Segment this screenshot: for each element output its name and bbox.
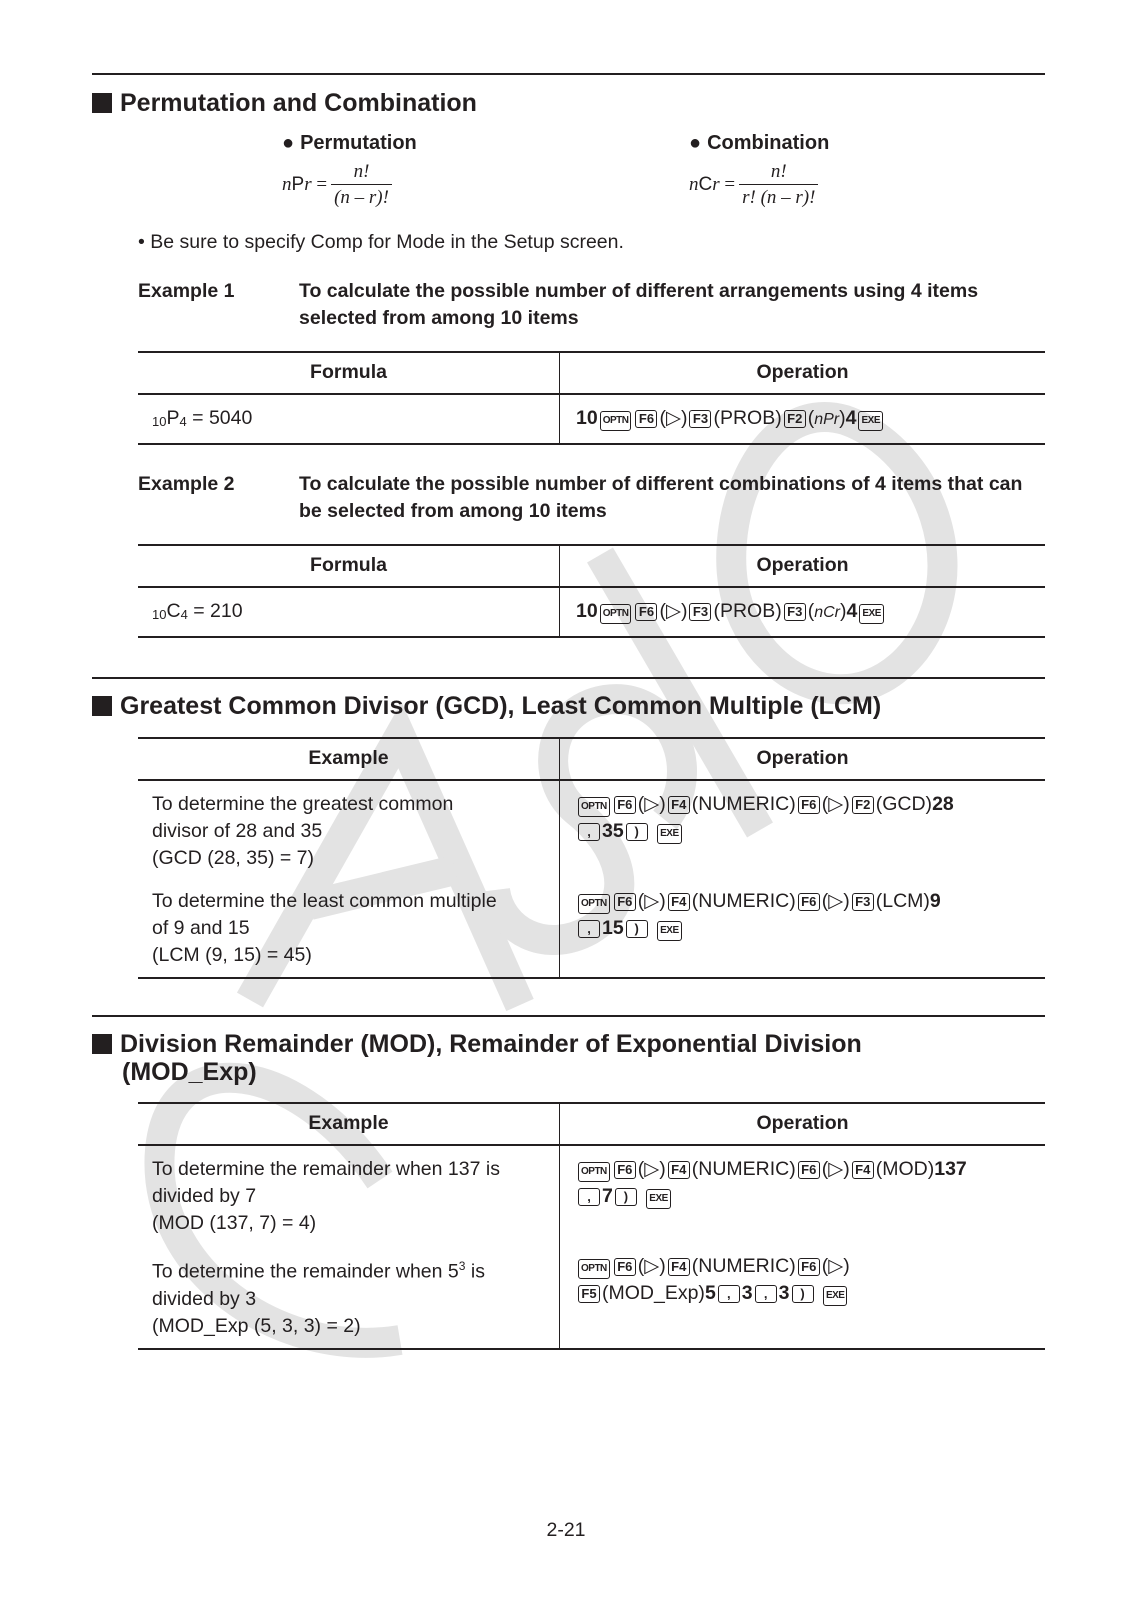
column-header: Formula [138, 352, 560, 394]
right-paren-key-icon: ) [615, 1188, 637, 1206]
f4-key-icon: F4 [668, 893, 690, 911]
gcd-lcm-table [138, 737, 1045, 979]
formula-cell: 10C4 = 210 [138, 587, 560, 637]
section-title: Greatest Common Divisor (GCD), Least Common Multiple (LCM) [92, 692, 1045, 720]
optn-key-icon: OPTN [600, 604, 632, 624]
table-row [138, 1245, 1045, 1349]
comma-key-icon: , [578, 1188, 600, 1206]
column-header: Example [138, 1103, 560, 1145]
exe-key-icon: EXE [858, 411, 883, 431]
page-number: 2-21 [546, 1519, 586, 1541]
column-header: Operation [560, 738, 1046, 780]
comma-key-icon: , [755, 1285, 777, 1303]
f3-key-icon: F3 [852, 893, 874, 911]
mod-table [138, 1102, 1045, 1350]
column-header: Example [138, 738, 560, 780]
square-bullet-icon [92, 696, 112, 716]
combination-label: Combination [707, 132, 830, 154]
comma-key-icon: , [578, 823, 600, 841]
f3-key-icon: F3 [689, 603, 711, 621]
operation-cell: 10 OPTN F6 (▷) F3 (PROB) F2 (nPr)4 EXE [560, 394, 1046, 444]
f4-key-icon: F4 [668, 1258, 690, 1276]
column-header: Operation [560, 545, 1046, 587]
operation-cell: OPTN F6 (▷) F4 (NUMERIC) F6 (▷) F3 (LCM)9 , 15 ) EXE [560, 880, 1046, 978]
example-cell: To determine the least common multiple of 9 and 15 (LCM (9, 15) = 45) [138, 880, 560, 978]
f6-key-icon: F6 [614, 1258, 636, 1276]
f6-key-icon: F6 [614, 893, 636, 911]
f6-key-icon: F6 [614, 1161, 636, 1179]
column-header: Operation [560, 1103, 1046, 1145]
square-bullet-icon [92, 93, 112, 113]
operation-cell: 10 OPTN F6 (▷) F3 (PROB) F3 (nCr)4 EXE [560, 587, 1046, 637]
f4-key-icon: F4 [668, 1161, 690, 1179]
f6-key-icon: F6 [614, 796, 636, 814]
f6-key-icon: F6 [635, 410, 657, 428]
section-divider [92, 677, 1045, 679]
exe-key-icon: EXE [859, 604, 884, 624]
table-row [138, 1145, 1045, 1245]
example-label: Example 2 [138, 473, 235, 495]
right-paren-key-icon: ) [626, 823, 648, 841]
comma-key-icon: , [718, 1285, 740, 1303]
operation-cell: OPTN F6 (▷) F4 (NUMERIC) F6 (▷) F4 (MOD)137 , 7 ) EXE [560, 1145, 1046, 1245]
f6-key-icon: F6 [798, 1161, 820, 1179]
table-row [138, 880, 1045, 978]
comma-key-icon: , [578, 920, 600, 938]
example-cell: To determine the remainder when 137 is divided by 7 (MOD (137, 7) = 4) [138, 1145, 560, 1245]
optn-key-icon: OPTN [578, 1162, 610, 1182]
column-header: Formula [138, 545, 560, 587]
section-title: Permutation and Combination [92, 89, 1045, 117]
section-title: Division Remainder (MOD), Remainder of Exponential Division (MOD_Exp) [92, 1030, 1045, 1086]
optn-key-icon: OPTN [578, 894, 610, 914]
example-cell: To determine the greatest common divisor of 28 and 35 (GCD (28, 35) = 7) [138, 780, 560, 880]
right-paren-key-icon: ) [626, 920, 648, 938]
example-description: To calculate the possible number of different combinations of 4 items that can be selected from among 10 items [299, 473, 1023, 522]
example-cell: To determine the remainder when $5^3$ is divided by 3 (MOD_Exp (5, 3, 3) = 2) [138, 1245, 560, 1349]
operation-cell: OPTN F6 (▷) F4 (NUMERIC) F6 (▷) F2 (GCD)28 , 35 ) EXE [560, 780, 1046, 880]
f4-key-icon: F4 [668, 796, 690, 814]
exe-key-icon: EXE [657, 921, 682, 941]
bullet-icon: ● [689, 132, 702, 154]
permutation-formula: ● Permutation nPr = $\frac{n!}{(n - r)!}$ [282, 132, 417, 208]
example-description: To calculate the possible number of different arrangements using 4 items selected from among 10 items [299, 280, 979, 329]
formula-cell: 10P4 = 5040 [138, 394, 560, 444]
f6-key-icon: F6 [635, 603, 657, 621]
section-divider [92, 1015, 1045, 1017]
exe-key-icon: EXE [823, 1286, 848, 1306]
setup-note: • Be sure to specify Comp for Mode in the Setup screen. [138, 231, 624, 253]
f6-key-icon: F6 [798, 1258, 820, 1276]
permutation-label: Permutation [300, 132, 417, 154]
f6-key-icon: F6 [798, 893, 820, 911]
square-bullet-icon [92, 1034, 112, 1054]
f2-key-icon: F2 [784, 410, 806, 428]
f5-key-icon: F5 [578, 1285, 600, 1303]
example-label: Example 1 [138, 280, 235, 302]
optn-key-icon: OPTN [600, 411, 632, 431]
column-header: Operation [560, 352, 1046, 394]
section-divider [92, 73, 1045, 75]
f3-key-icon: F3 [689, 410, 711, 428]
optn-key-icon: OPTN [578, 1259, 610, 1279]
f3-key-icon: F3 [784, 603, 806, 621]
exe-key-icon: EXE [646, 1189, 671, 1209]
f4-key-icon: F4 [852, 1161, 874, 1179]
table-row [138, 780, 1045, 880]
operation-cell: OPTN F6 (▷) F4 (NUMERIC) F6 (▷) F5 (MOD_Exp)5 , 3 , 3 ) EXE [560, 1245, 1046, 1349]
bullet-icon: ● [282, 132, 295, 154]
exe-key-icon: EXE [657, 824, 682, 844]
f6-key-icon: F6 [798, 796, 820, 814]
combination-formula: ● Combination nCr = $\frac{n!}{r! (n - r)!}$ [689, 132, 830, 208]
optn-key-icon: OPTN [578, 797, 610, 817]
example2-table [138, 544, 1045, 638]
example1-table [138, 351, 1045, 445]
f2-key-icon: F2 [852, 796, 874, 814]
right-paren-key-icon: ) [792, 1285, 814, 1303]
